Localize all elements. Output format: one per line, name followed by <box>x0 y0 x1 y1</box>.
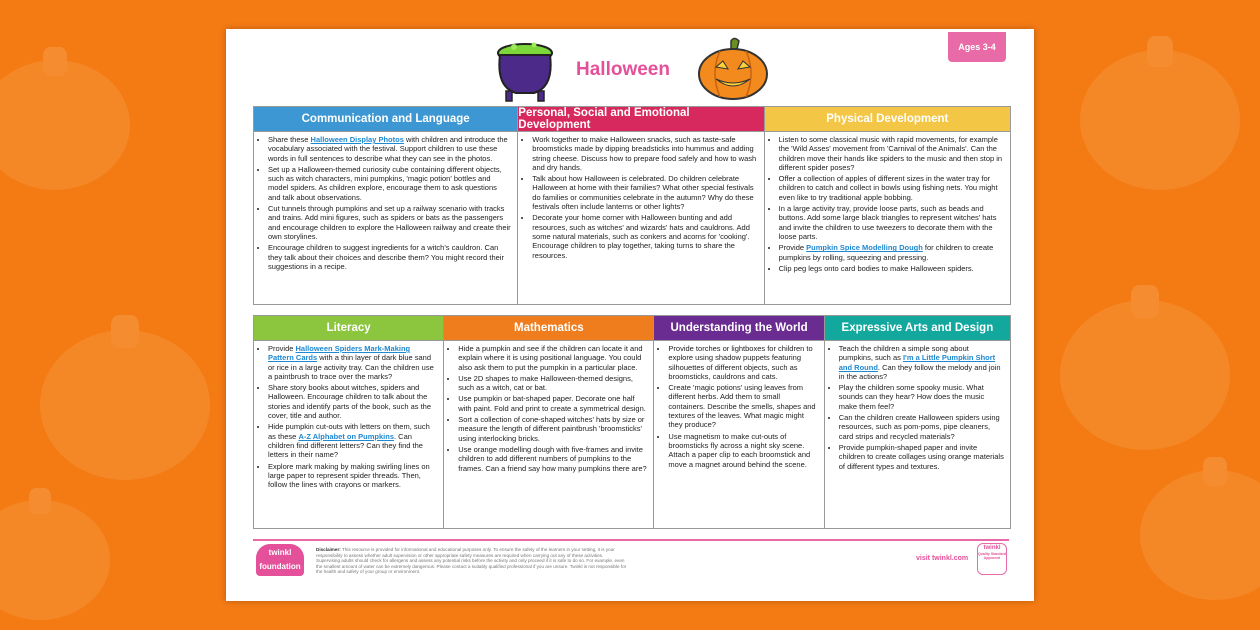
activity-text: Use 2D shapes to make Halloween-themed designs, such as a witch, cat or bat. <box>458 373 633 393</box>
activity-item <box>839 344 1004 381</box>
cauldron-icon <box>492 35 558 103</box>
activity-text: In a large activity tray, provide loose parts, such as beads and buttons. Add some large black triangles to represent witches' hats and invite the children to use tweezers to decorate them with the loose parts. <box>778 204 997 241</box>
activity-text: Encourage children to suggest ingredients for a witch's cauldron. Can they talk about their choices and describe them? You might record their suggestions in a recipe. <box>268 243 504 271</box>
activity-text: Talk about how Halloween is celebrated. Do children celebrate Halloween at home with their families? What other special festivals do families or communities celebrate in the autumn? Why do these festivals often include lanterns or other lights? <box>532 174 754 212</box>
footer-divider <box>253 539 1009 541</box>
activity-item <box>779 204 1004 241</box>
activity-text: with children and introduce the vocabulary associated with the festival. Support children to use these words in full sentences to describe what they can see in the photos. <box>268 135 508 163</box>
page-title: Halloween <box>576 59 670 80</box>
activity-item <box>268 344 437 381</box>
activity-text: Sort a collection of cone-shaped witches' hats by size or measure the length of different paintbrush 'broomsticks' using interlocking bricks. <box>458 415 645 443</box>
activity-text: Listen to some classical music with rapid movements, for example the 'Wild Asses' movement from 'Carnival of the Animals'. Can the children move their hands like spiders to the music and then stop in different spider poses? <box>778 135 1003 172</box>
activity-item <box>458 344 647 372</box>
expressive-heading: Expressive Arts and Design <box>825 316 1010 341</box>
resource-link[interactable]: Pumpkin Spice Modelling Dough <box>806 243 923 253</box>
activity-text: . Can they follow the melody and join in the actions? <box>838 362 1001 381</box>
background-pumpkin <box>1080 50 1240 190</box>
activity-item <box>779 174 1004 202</box>
expressive-column <box>825 316 1010 528</box>
activity-text: Provide <box>268 344 296 353</box>
activity-item <box>458 374 647 393</box>
visit-link[interactable]: visit twinkl.com <box>916 555 969 562</box>
activity-item <box>779 135 1004 172</box>
activity-text: Provide pumpkin-shaped paper and invite children to create collages using orange materials of different types and textures. <box>838 442 1004 471</box>
communication-column <box>254 107 518 304</box>
personal-column <box>518 107 764 304</box>
bottom-areas-grid <box>253 315 1011 529</box>
mathematics-heading: Mathematics <box>444 316 653 341</box>
age-badge: Ages 3-4 <box>948 32 1006 62</box>
twinkl-foundation-logo <box>256 544 304 576</box>
personal-list <box>518 132 763 262</box>
literacy-column <box>254 316 444 528</box>
activity-text: Decorate your home corner with Halloween bunting and add resources, such as witches' and wizards' hats and cauldrons. Add some natural materials, such as conkers and acorns for 'cooking'. Encourage children to play together, taking turns to share the resources. <box>532 213 750 260</box>
literacy-list <box>254 341 443 491</box>
activity-text: with a thin layer of dark blue sand or rice in a large activity tray. Can the children use a paintbrush to trace over the marks? <box>268 353 434 381</box>
background-pumpkin <box>0 500 110 620</box>
activity-text: Use pumpkin or bat-shaped paper. Decorate one half with paint. Fold and print to create a symmetrical design. <box>458 394 646 413</box>
activity-item <box>532 135 757 172</box>
activity-item <box>668 432 817 469</box>
activity-item <box>839 383 1004 411</box>
disclaimer-label: Disclaimer: <box>316 547 341 552</box>
communication-list <box>254 132 517 273</box>
physical-column <box>765 107 1010 304</box>
physical-list <box>765 132 1010 275</box>
activity-text: Offer a collection of apples of different sizes in the water tray for children to catch and collect in bowls using fishing nets. You might even like to try traditional apple bobbing. <box>778 174 998 202</box>
activity-text: Explore mark making by making swirling lines on large paper to represent spider threads. Then, follow the lines with crayons or markers. <box>268 461 430 490</box>
activity-text: . Can children find different letters? Can they find the letters in their name? <box>268 431 423 460</box>
activity-item <box>268 243 511 271</box>
activity-text: Create 'magic potions' using leaves from different herbs. Add them to small containers. Describe the smells, shapes and textures of the leaves. What magic might they produce? <box>668 383 816 430</box>
mathematics-list <box>444 341 653 475</box>
logo-top-text: twinkl <box>268 548 292 557</box>
activity-text: Share story books about witches, spiders and Halloween. Encourage children to talk about the stories and identify parts of the book, such as the cover, title and author. <box>268 383 432 421</box>
understanding-column <box>654 316 824 528</box>
activity-item <box>839 443 1004 471</box>
understanding-heading: Understanding the World <box>654 316 823 341</box>
activity-item <box>458 415 647 443</box>
activity-text: Clip peg legs onto card bodies to make Halloween spiders. <box>778 263 974 273</box>
badge-top-text: twinkl <box>983 545 1001 551</box>
activity-item <box>839 413 1004 441</box>
top-areas-grid <box>253 106 1011 305</box>
activity-text: Set up a Halloween-themed curiosity cube containing different objects, such as witch characters, mini pumpkins, 'magic potion' bottles and model spiders. As children explore, encourage them to ask questions and talk about observations. <box>268 164 502 202</box>
activity-text: Share these <box>268 135 311 144</box>
activity-item <box>779 243 1004 262</box>
background-pumpkin <box>1060 300 1230 450</box>
activity-text: Teach the children a simple song about pumpkins, such as <box>838 344 969 363</box>
activity-text: Can the children create Halloween spiders using resources, such as pom-poms, pipe cleaners, card strips and recycled materials? <box>838 413 1000 441</box>
activity-text: Use orange modelling dough with five-frames and invite children to add different numbers of pumpkins to the frames. Can a friend say how many pumpkins there are? <box>458 444 647 473</box>
activity-item <box>532 174 757 211</box>
resource-link[interactable]: A-Z Alphabet on Pumpkins <box>298 431 394 441</box>
quality-badge <box>977 543 1007 575</box>
activity-text: Cut tunnels through pumpkins and set up a railway scenario with tracks and trains. Add mini figures, such as spiders or bats as the passengers and encourage children to explore the Halloween railway and create their own storylines. <box>268 204 511 241</box>
activity-text: Play the children some spooky music. What sounds can they hear? How does the music make them feel? <box>838 383 985 411</box>
eyfs-planning-sheet <box>226 29 1034 601</box>
activity-item <box>532 213 757 259</box>
background-pumpkin <box>1140 470 1260 600</box>
activity-item <box>268 462 437 490</box>
activity-item <box>268 204 511 241</box>
background-pumpkin <box>40 330 210 480</box>
background-pumpkin <box>0 60 130 190</box>
activity-item <box>668 383 817 429</box>
activity-text: Hide pumpkin cut-outs with letters on them, such as these <box>268 422 430 441</box>
resource-link[interactable]: Halloween Spiders Mark-Making Pattern Cards <box>268 344 411 363</box>
literacy-heading: Literacy <box>254 316 443 341</box>
activity-item <box>668 344 817 381</box>
activity-text: Work together to make Halloween snacks, such as taste-safe broomsticks made by dipping breadsticks into hummus and adding string cheese. Discuss how to prepare food safely and how to wash and dry hands. <box>532 135 757 172</box>
logo-bottom-text: foundation <box>259 562 301 571</box>
communication-heading: Communication and Language <box>254 107 517 132</box>
activity-text: Provide torches or lightboxes for children to explore using shadow puppets featuring silhouettes of different objects, such as broomsticks, cauldrons and cats. <box>668 344 813 381</box>
activity-text: for children to create pumpkins by rolling, squeezing and pressing. <box>778 243 994 262</box>
activity-item <box>268 165 511 202</box>
resource-link[interactable]: Halloween Display Photos <box>310 135 404 144</box>
resource-link[interactable]: I'm a Little Pumpkin Short and Round <box>838 353 996 372</box>
activity-item <box>458 394 647 413</box>
personal-heading: Personal, Social and Emotional Development <box>518 107 763 132</box>
activity-item <box>268 135 511 163</box>
mathematics-column <box>444 316 654 528</box>
activity-item <box>779 264 1004 273</box>
disclaimer <box>316 547 628 575</box>
pumpkin-icon <box>696 37 770 101</box>
badge-bottom-text: Quality Standard Approved <box>978 552 1007 560</box>
activity-item <box>268 383 437 420</box>
activity-item <box>458 445 647 473</box>
activity-item <box>268 422 437 459</box>
activity-text: Provide <box>778 243 807 253</box>
activity-text: Use magnetism to make cut-outs of broomsticks fly across a night sky scene. Attach a paper clip to each broomstick and move a magnet around behind the scene. <box>668 431 811 469</box>
activity-text: Hide a pumpkin and see if the children can locate it and explain where it is using positional language. You could also ask them to put the pumpkin in a particular place. <box>458 344 643 372</box>
physical-heading: Physical Development <box>765 107 1010 132</box>
disclaimer-text: This resource is provided for informational and educational purposes only. To ensure the safety of the learners in your setting, it is your responsibility to assess whether adult supervision or other appropriate safety measures are required when carrying out any of these activities. Supervising adults should check for allergens and assess any potential risks before the activity and only proceed if it is safe to do so. For example, even the smallest amount of water can be extremely dangerous. Please contact a suitably qualified professional if you are unsure. Twinkl is not responsible for the health and safety of your group or environment. <box>316 547 627 575</box>
expressive-list <box>825 341 1010 473</box>
understanding-list <box>654 341 823 471</box>
